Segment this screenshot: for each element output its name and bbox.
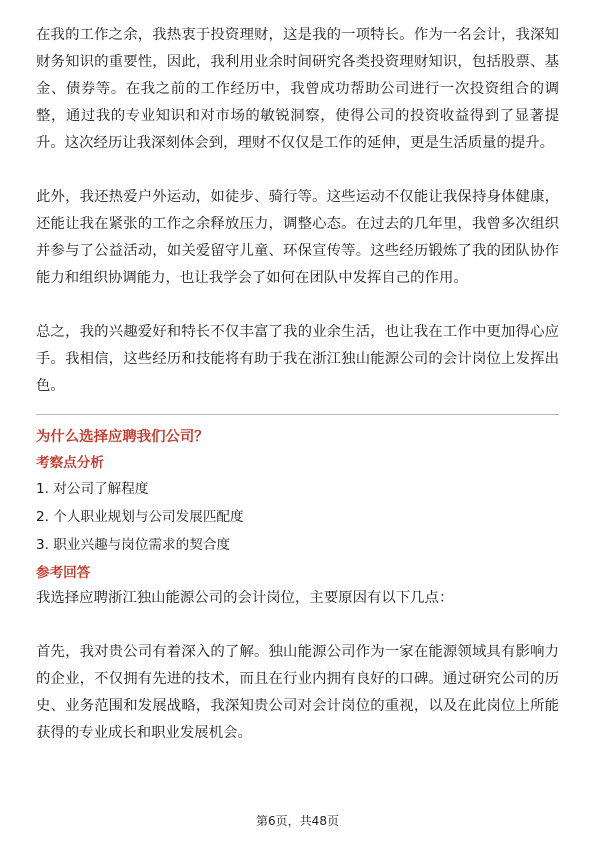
intro-paragraph-summary: 总之，我的兴趣爱好和特长不仅丰富了我的业余生活，也让我在工作中更加得心应手。我相信，这些经历和技能将有助于我在浙江独山能源公司的会计岗位上发挥出色。 [36,324,559,394]
intro-paragraph-outdoor: 此外，我还热爱户外运动，如徒步、骑行等。这些运动不仅能让我保持身体健康，还能让我在紧张的工作之余释放压力，调整心态。在过去的几年里，我曾多次组织并参与了公益活动，如关爱留守儿童、环保宣传等。这些经历锻炼了我的团队协作能力和组织协调能力，也让我学会了如何在团队中发挥自己的作用。 [36,189,559,286]
answer-paragraph: 首先，我对贵公司有着深入的了解。独山能源公司作为一家在能源领域具有影响力的企业，不仅拥有先进的技术，而且在行业内拥有良好的口碑。通过研究公司的历史、业务范围和发展战略，我深知贵公司对会计岗位的重视，以及在此岗位上所能获得的专业成长和职业发展机会。 [36,644,559,741]
analysis-heading: 考察点分析 [36,455,104,471]
section-divider [36,414,559,415]
page-number: 第6页，共48页 [256,814,339,828]
intro-paragraph-investment: 在我的工作之余，我热衷于投资理财，这是我的一项特长。作为一名会计，我深知财务知识的重要性，因此，我利用业余时间研究各类投资理财知识，包括股票、基金、债券等。在我之前的工作经历中，我曾成功帮助公司进行一次投资组合的调整，通过我的专业知识和对市场的敏锐洞察，使得公司的投资收益得到了显著提升。这次经历让我深刻体会到，理财不仅仅是工作的延伸，更是生活质量的提升。 [36,27,559,151]
page-content [36,22,559,747]
analysis-point: 1. 对公司了解程度 [36,481,149,497]
answer-intro: 我选择应聘浙江独山能源公司的会计岗位，主要原因有以下几点： [36,590,454,606]
answer-heading: 参考回答 [36,565,91,581]
question-title: 为什么选择应聘我们公司？ [36,429,209,445]
analysis-point: 2. 个人职业规划与公司发展匹配度 [36,509,244,525]
analysis-point: 3. 职业兴趣与岗位需求的契合度 [36,537,231,553]
